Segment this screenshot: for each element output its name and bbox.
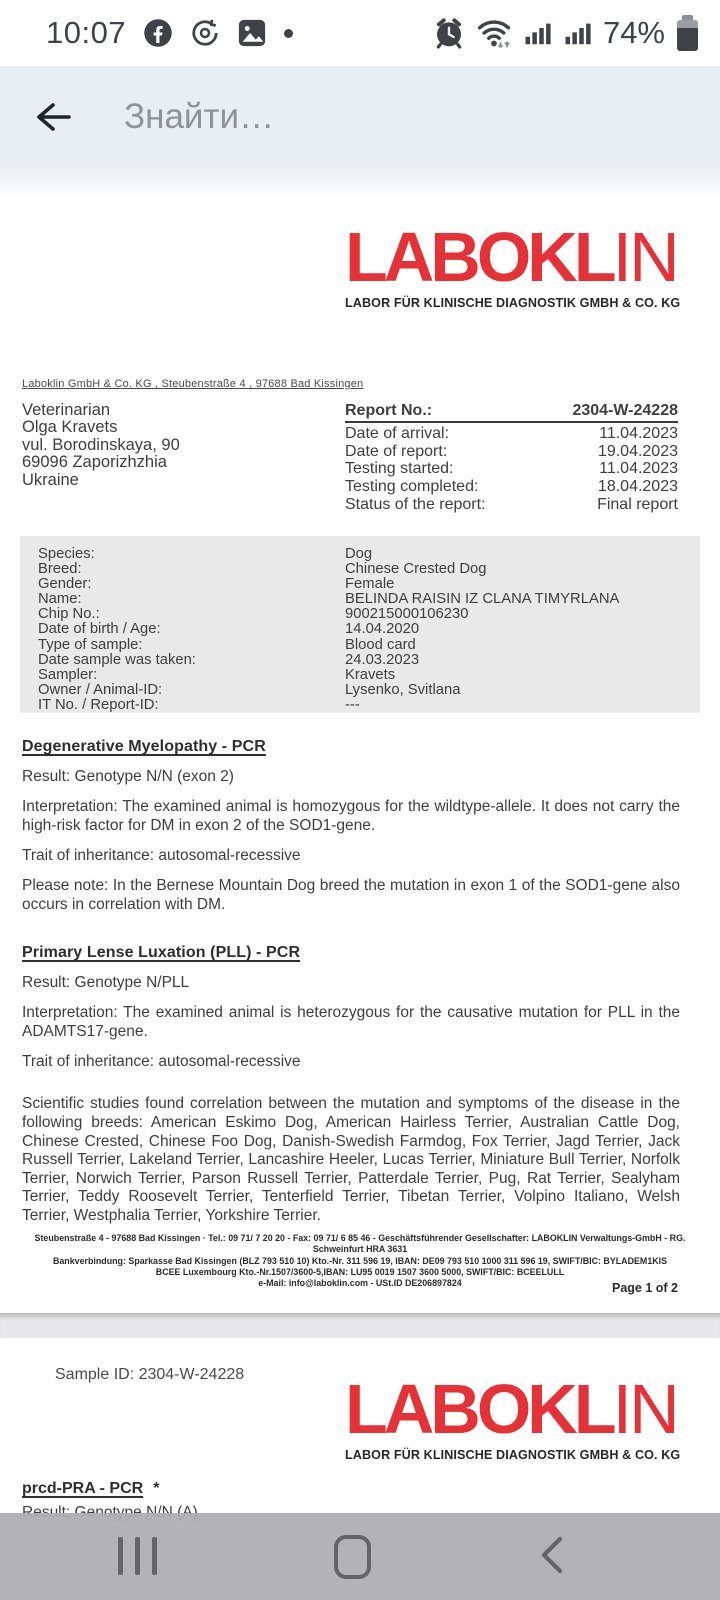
page-divider (0, 1313, 720, 1338)
chevron-left-icon (536, 1535, 566, 1575)
logo-text-light: IN (612, 218, 677, 296)
page-footer (14, 1233, 706, 1289)
sender-address-line: Laboklin GmbH & Co. KG , Steubenstraße 4 , 97688 Bad Kissingen (22, 378, 364, 390)
section-interpretation: Interpretation: The examined animal is heterozygous for the causative mutation for PLL in the ADAMTS17-gene. (22, 1004, 680, 1040)
alarm-icon (433, 17, 465, 49)
section-primary-lense-luxation (22, 944, 680, 1226)
info-row-chip: Chip No.: 900215000106230 (38, 606, 469, 623)
meta-row-arrival: Date of arrival: 11.04.2023 (345, 425, 678, 442)
battery-icon (677, 15, 698, 51)
laboklin-logo (345, 1370, 695, 1462)
report-number-row (345, 402, 678, 423)
info-row-sample-date: Date sample was taken: 24.03.2023 (38, 651, 420, 668)
recents-button[interactable] (118, 1537, 157, 1575)
meta-row-testing-started: Testing started: 11.04.2023 (345, 460, 678, 478)
addressee-country: Ukraine (22, 470, 79, 489)
footer-line-email: e-Mail: info@laboklin.com - USt.ID DE206897824 (258, 1278, 462, 1289)
clock-time: 10:07 (46, 15, 127, 50)
sample-id: Sample ID: 2304-W-24228 (55, 1366, 245, 1383)
status-bar (0, 0, 720, 66)
more-notifications-dot-icon (284, 29, 293, 38)
document-page-1 (0, 196, 720, 1313)
search-input[interactable]: Знайти… (124, 97, 275, 136)
app-header (0, 66, 720, 168)
addressee-city: 69096 Zaporizhzhia (22, 453, 167, 472)
home-button[interactable] (334, 1535, 371, 1579)
laboklin-logo (345, 218, 695, 310)
addressee-name: Olga Kravets (22, 418, 118, 437)
footer-line-bank2: BCEE Luxembourg Kto.-Nr.1507/3600-5,IBAN: LU95 0019 1507 3600 5000, SWIFT/BIC: BCEELULL (155, 1266, 565, 1277)
signal-sim1-icon (523, 18, 553, 48)
info-row-sampler: Sampler: Kravets (38, 666, 396, 683)
logo-subtitle: LABOR FÜR KLINISCHE DIAGNOSTIK GMBH & CO. KG (345, 1448, 681, 1462)
section-note: Please note: In the Bernese Mountain Dog breed the mutation in exon 1 of the SOD1-gene also occurs in correlation with DM. (22, 876, 680, 913)
addressee-street: vul. Borodinskaya, 90 (22, 435, 180, 454)
report-meta-table (345, 402, 678, 514)
section-heading: Primary Lense Luxation (PLL) - PCR (22, 944, 301, 961)
addressee-block (22, 402, 180, 489)
signal-sim2-icon (563, 18, 593, 48)
meta-row-report-date: Date of report: 19.04.2023 (345, 442, 678, 460)
info-row-breed: Breed: Chinese Crested Dog (38, 561, 487, 578)
asterisk-mark: * (153, 1480, 160, 1497)
section-breed-list: Scientific studies found correlation between the mutation and symptoms of the disease in the following breeds: American Eskimo Dog, American Hairless Terrier, Australian Cattle Dog, Chinese Crested, Chinese Foo Dog, Danish-Swedish Farmdog, Fox Terrier, Jagd Terrier, Jack Russell Terrier, Lakeland Terrier, Lancashire Heeler, Lucas Terrier, Miniature Bull Terrier, Norfolk Terrier, Norwich Terrier, Parson Russell Terrier, Patterdale Terrier, Pug, Rat Terrier, Sealyham Terrier, Teddy Roosevelt Terrier, Tenterfield Terrier, Tibetan Terrier, Volpino Italiano, Welsh Terrier, Westphalia Terrier, Yorkshire Terrier. (22, 1095, 680, 1225)
gallery-notification-icon (237, 18, 267, 48)
section-degenerative-myelopathy (22, 738, 680, 914)
back-button[interactable] (30, 95, 74, 139)
page-number-label: Page 1 of 2 (612, 1281, 678, 1295)
logo-subtitle: LABOR FÜR KLINISCHE DIAGNOSTIK GMBH & CO. KG (345, 296, 681, 310)
section-result: Result: Genotype N/N (exon 2) (22, 768, 234, 786)
report-number-label: Report No.: (345, 402, 433, 419)
info-row-name: Name: BELINDA RAISIN IZ CLANA TIMYRLANA (38, 591, 620, 608)
animal-info-box (20, 536, 700, 713)
meta-row-testing-completed: Testing completed: 18.04.2023 (345, 478, 678, 496)
section-heading: Degenerative Myelopathy - PCR (22, 738, 266, 755)
section-interpretation: Interpretation: The examined animal is homozygous for the wildtype-allele. It does not carry the high-risk factor for DM in exon 2 of the SOD1-gene. (22, 798, 680, 834)
info-row-owner: Owner / Animal-ID: Lysenko, Svitlana (38, 681, 461, 698)
info-row-birth: Date of birth / Age: 14.04.2020 (38, 621, 420, 638)
navigation-bar (0, 1513, 720, 1600)
footer-line-bank1: Bankverbindung: Sparkasse Bad Kissingen (BLZ 793 510 10) Kto.-Nr. 311 596 19, IBAN: DE09 793 510 1000 311 596 19, SWIFT/BIC: BYLADEM1KIS (52, 1255, 668, 1266)
report-number-value: 2304-W-24228 (572, 402, 678, 419)
info-row-gender: Gender: Female (38, 576, 395, 593)
section-result: Result: Genotype N/PLL (22, 974, 190, 992)
nav-back-button[interactable] (536, 1535, 566, 1575)
logo-text-bold: LABOKL (345, 218, 613, 296)
back-arrow-icon (31, 97, 73, 137)
section-inheritance: Trait of inheritance: autosomal-recessive (22, 846, 301, 864)
info-row-it-no: IT No. / Report-ID: --- (38, 696, 360, 713)
battery-percent: 74% (602, 15, 665, 50)
section-prcd-pra-heading: prcd-PRA - PCR * (22, 1480, 160, 1497)
addressee-role: Veterinarian (22, 401, 111, 419)
section-inheritance: Trait of inheritance: autosomal-recessive (22, 1052, 301, 1070)
meta-row-status: Status of the report: Final report (345, 495, 678, 513)
footer-line-address: Steubenstraße 4 - 97688 Bad Kissingen · Tel.: 09 71/ 7 20 20 - Fax: 09 71/ 6 85 46 - Geschäftsführender Gesellschafter: LABOKLIN Verwaltungs-GmbH - RG. Schweinfurt HRA 3631 (34, 1233, 686, 1255)
header-shadow (0, 168, 720, 196)
sync-notification-icon (190, 18, 220, 48)
wifi-icon (475, 16, 513, 50)
logo-text-light: IN (612, 1370, 677, 1448)
facebook-notification-icon (143, 18, 173, 48)
info-row-species: Species: Dog (38, 546, 373, 562)
info-row-sample-type: Type of sample: Blood card (38, 636, 416, 653)
logo-text-bold: LABOKL (345, 1370, 613, 1448)
